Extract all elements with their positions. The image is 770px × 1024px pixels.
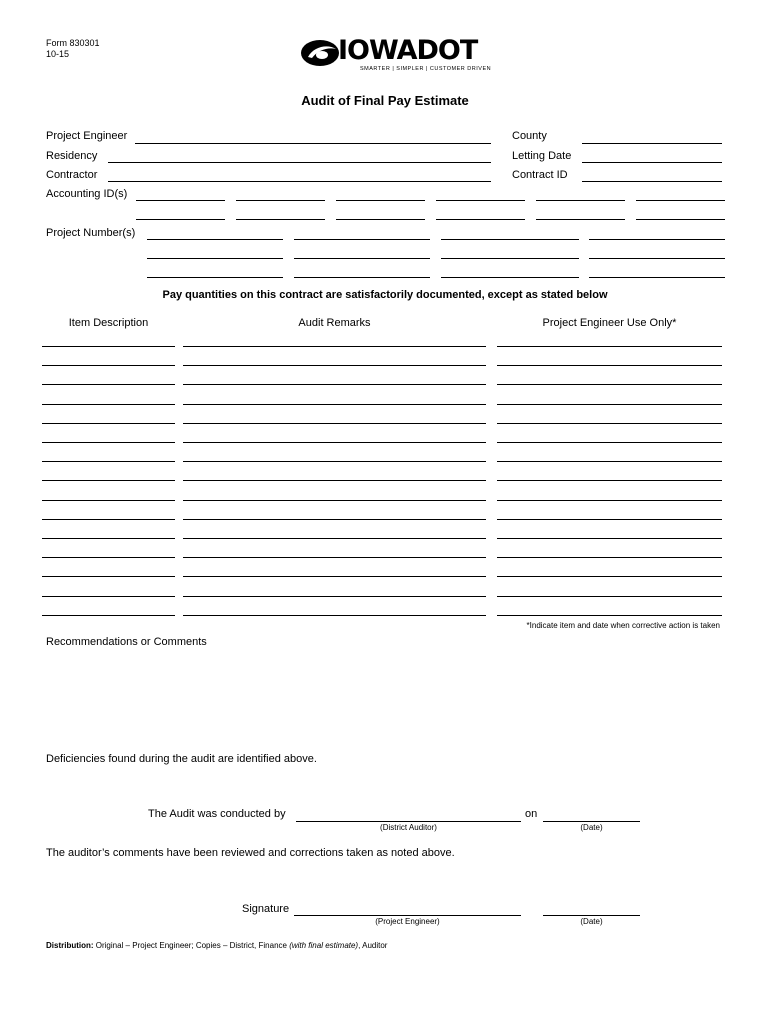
logo-swoosh-icon: [300, 38, 342, 68]
engineer-use-cell[interactable]: [497, 480, 722, 481]
contract-id-label: Contract ID: [512, 169, 568, 181]
distribution-line: [46, 941, 387, 950]
signature-date-field[interactable]: [543, 915, 640, 916]
item-description-cell[interactable]: [42, 404, 175, 405]
logo-tagline: SMARTER | SIMPLER | CUSTOMER DRIVEN: [360, 66, 492, 72]
item-description-cell[interactable]: [42, 538, 175, 539]
accounting-id-field[interactable]: [536, 219, 625, 220]
accounting-ids-label: Accounting ID(s): [46, 188, 128, 200]
recommendations-area[interactable]: [46, 652, 726, 744]
distribution-label: Distribution:: [46, 941, 94, 950]
accounting-id-field[interactable]: [436, 219, 525, 220]
form-number: Form 830301: [46, 38, 100, 48]
engineer-use-cell[interactable]: [497, 500, 722, 501]
project-number-field[interactable]: [441, 277, 579, 278]
audit-remarks-cell[interactable]: [183, 442, 486, 443]
project-number-field[interactable]: [147, 258, 283, 259]
accounting-id-field[interactable]: [336, 200, 425, 201]
project-numbers-label: Project Number(s): [46, 227, 136, 239]
on-label: on: [525, 808, 538, 820]
project-number-field[interactable]: [147, 277, 283, 278]
engineer-use-cell[interactable]: [497, 346, 722, 347]
statement-text: Pay quantities on this contract are satisfactorily documented, except as stated below: [162, 289, 608, 301]
residency-label: Residency: [46, 150, 98, 162]
contractor-field[interactable]: [108, 181, 491, 182]
district-auditor-caption: (District Auditor): [380, 823, 437, 832]
audit-date-caption: (Date): [580, 823, 603, 832]
accounting-id-field[interactable]: [436, 200, 525, 201]
logo-wordmark: IOWADOT: [338, 35, 478, 66]
project-number-field[interactable]: [294, 258, 430, 259]
distribution-text-italic: (with final estimate): [289, 941, 359, 950]
header-project-engineer-use: Project Engineer Use Only*: [542, 317, 677, 329]
audit-remarks-cell[interactable]: [183, 500, 486, 501]
item-description-cell[interactable]: [42, 596, 175, 597]
engineer-use-cell[interactable]: [497, 384, 722, 385]
accounting-id-field[interactable]: [536, 200, 625, 201]
project-number-field[interactable]: [147, 239, 283, 240]
engineer-use-cell[interactable]: [497, 596, 722, 597]
form-revision: 10-15: [46, 49, 70, 59]
form-title: Audit of Final Pay Estimate: [301, 93, 469, 108]
item-description-cell[interactable]: [42, 480, 175, 481]
audit-remarks-cell[interactable]: [183, 423, 486, 424]
audit-remarks-cell[interactable]: [183, 596, 486, 597]
accounting-id-field[interactable]: [236, 219, 325, 220]
contract-id-field[interactable]: [582, 181, 722, 182]
audit-remarks-cell[interactable]: [183, 576, 486, 577]
accounting-id-field[interactable]: [636, 219, 725, 220]
item-description-cell[interactable]: [42, 365, 175, 366]
engineer-use-cell[interactable]: [497, 557, 722, 558]
header-audit-remarks: Audit Remarks: [298, 317, 371, 329]
project-number-field[interactable]: [589, 239, 725, 240]
iowa-dot-logo: [300, 35, 492, 76]
item-description-cell[interactable]: [42, 557, 175, 558]
audit-conducted-label: The Audit was conducted by: [148, 808, 286, 820]
project-engineer-label: Project Engineer: [46, 130, 128, 142]
item-description-cell[interactable]: [42, 423, 175, 424]
engineer-use-cell[interactable]: [497, 538, 722, 539]
signature-label: Signature: [242, 903, 290, 915]
audit-remarks-cell[interactable]: [183, 365, 486, 366]
audit-remarks-cell[interactable]: [183, 615, 486, 616]
table-footnote: *Indicate item and date when corrective action is taken: [526, 621, 720, 630]
item-description-cell[interactable]: [42, 384, 175, 385]
signature-date-caption: (Date): [580, 917, 603, 926]
audit-remarks-cell[interactable]: [183, 557, 486, 558]
engineer-use-cell[interactable]: [497, 519, 722, 520]
engineer-use-cell[interactable]: [497, 615, 722, 616]
item-description-cell[interactable]: [42, 576, 175, 577]
audit-remarks-cell[interactable]: [183, 538, 486, 539]
audit-remarks-cell[interactable]: [183, 346, 486, 347]
deficiencies-text: Deficiencies found during the audit are identified above.: [46, 753, 317, 765]
county-label: County: [512, 130, 547, 142]
engineer-use-cell[interactable]: [497, 461, 722, 462]
accounting-id-field[interactable]: [136, 219, 225, 220]
audit-remarks-cell[interactable]: [183, 519, 486, 520]
item-description-cell[interactable]: [42, 346, 175, 347]
distribution-text-a: Original – Project Engineer; Copies – District, Finance: [93, 941, 290, 950]
project-engineer-field[interactable]: [135, 143, 491, 144]
header-item-description: Item Description: [68, 317, 149, 329]
item-description-cell[interactable]: [42, 519, 175, 520]
item-description-cell[interactable]: [42, 461, 175, 462]
engineer-use-cell[interactable]: [497, 365, 722, 366]
residency-field[interactable]: [108, 162, 491, 163]
audit-remarks-cell[interactable]: [183, 461, 486, 462]
engineer-use-cell[interactable]: [497, 423, 722, 424]
project-engineer-caption: (Project Engineer): [375, 917, 440, 926]
project-number-field[interactable]: [441, 258, 579, 259]
audit-remarks-cell[interactable]: [183, 404, 486, 405]
project-number-field[interactable]: [294, 239, 430, 240]
project-number-field[interactable]: [589, 277, 725, 278]
county-field[interactable]: [582, 143, 722, 144]
audit-date-field[interactable]: [543, 821, 640, 822]
contractor-label: Contractor: [46, 169, 98, 181]
audit-remarks-cell[interactable]: [183, 384, 486, 385]
item-description-cell[interactable]: [42, 442, 175, 443]
accounting-id-field[interactable]: [236, 200, 325, 201]
project-number-field[interactable]: [441, 239, 579, 240]
item-description-cell[interactable]: [42, 615, 175, 616]
engineer-use-cell[interactable]: [497, 442, 722, 443]
accounting-id-field[interactable]: [136, 200, 225, 201]
engineer-use-cell[interactable]: [497, 404, 722, 405]
distribution-text-b: , Auditor: [358, 941, 388, 950]
engineer-use-cell[interactable]: [497, 576, 722, 577]
accounting-id-field[interactable]: [336, 219, 425, 220]
project-number-field[interactable]: [294, 277, 430, 278]
letting-date-label: Letting Date: [512, 150, 572, 162]
project-number-field[interactable]: [589, 258, 725, 259]
signature-field[interactable]: [294, 915, 521, 916]
accounting-id-field[interactable]: [636, 200, 725, 201]
letting-date-field[interactable]: [582, 162, 722, 163]
district-auditor-field[interactable]: [296, 821, 521, 822]
item-description-cell[interactable]: [42, 500, 175, 501]
reviewed-text: The auditor’s comments have been reviewed and corrections taken as noted above.: [46, 847, 455, 859]
recommendations-label: Recommendations or Comments: [46, 636, 207, 648]
audit-remarks-cell[interactable]: [183, 480, 486, 481]
